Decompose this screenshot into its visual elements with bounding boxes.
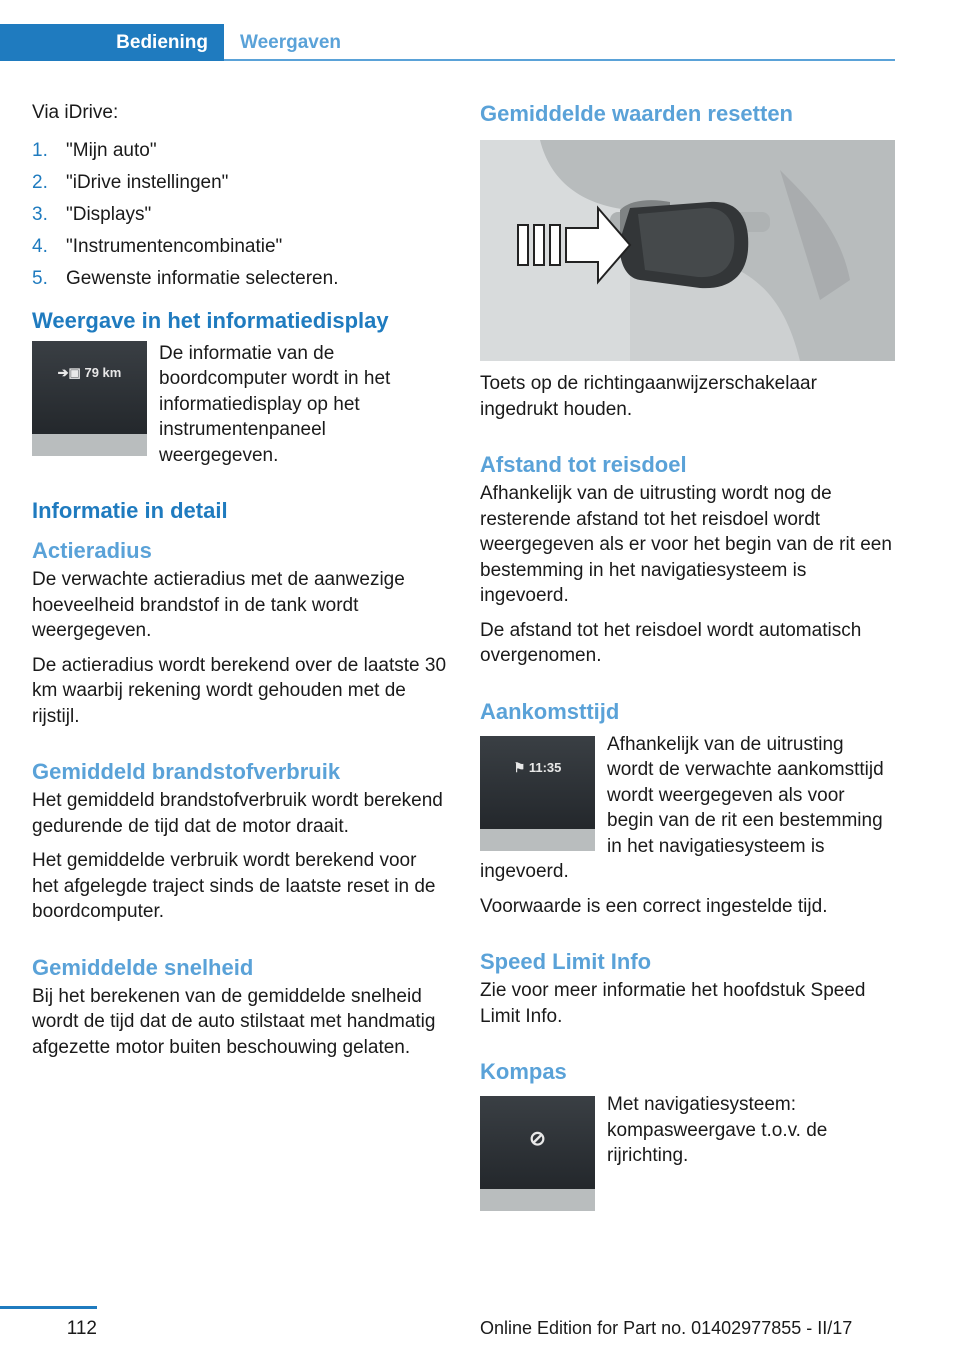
paragraph: Voorwaarde is een correct ingestelde tijd.: [480, 895, 828, 917]
footer: [0, 1306, 960, 1362]
arrival-display-image: [480, 736, 595, 851]
lever-illustration: [480, 140, 895, 361]
step-text: "Instrumentencombinatie": [66, 235, 283, 257]
compass-display-image: [480, 1096, 595, 1211]
edition-text: Online Edition for Part no. 01402977855 - II/17: [480, 1318, 853, 1338]
fuel-arrow-icon: ➔▣: [57, 364, 81, 380]
tab-weergaven[interactable]: Weergaven: [240, 32, 342, 53]
steps-list: [32, 135, 447, 295]
paragraph: Het gemiddelde verbruik wordt berekend voor het afgelegde traject sinds de laatste reset in de boordcomputer.: [32, 850, 436, 922]
section-title-detail: Informatie in detail: [32, 498, 228, 523]
compass-icon: ⊘: [529, 1128, 546, 1150]
paragraph: De verwachte actieradius met de aanwezige hoeveelheid brandstof in de tank wordt weergegeven.: [32, 569, 405, 641]
paragraph: Met navigatiesysteem: kompasweergave t.o.v. de rijrichting.: [607, 1096, 828, 1166]
page-number: 112: [66, 1318, 97, 1339]
list-item: [32, 135, 447, 167]
header-tabs: [0, 24, 895, 61]
paragraph: Het gemiddeld brandstofverbruik wordt berekend gedurende de tijd dat de motor draait.: [32, 790, 443, 837]
step-number: 1.: [32, 139, 48, 161]
step-text: "Mijn auto": [66, 139, 157, 161]
step-number: 3.: [32, 203, 48, 225]
paragraph: Toets op de richtingaanwijzerschakelaar ingedrukt houden.: [480, 373, 817, 420]
list-item: [32, 167, 447, 199]
step-text: "iDrive instellingen": [66, 171, 229, 193]
paragraph: Afhankelijk van de uitrusting wordt nog de resterende afstand tot het reisdoel wordt weergegeven als er voor het begin van de rit een bestemming in het navigatiesysteem is ingevoerd.: [480, 483, 892, 606]
paragraph: Zie voor meer informatie het hoofdstuk Speed Limit Info.: [480, 980, 866, 1027]
display-block: [480, 736, 895, 894]
right-column: [480, 100, 895, 1217]
step-number: 2.: [32, 171, 48, 193]
list-item: [32, 231, 447, 263]
page-rule: [0, 1306, 97, 1309]
paragraph: Afhankelijk van de uitrusting wordt de verwachte aankomsttijd wordt weergegeven als voor begin van de rit een bestemming in het navigatiesysteem is ingevoerd.: [480, 735, 884, 882]
paragraph: De actieradius wordt berekend over de laatste 30 km waarbij rekening wordt gehouden met de rijstijl.: [32, 654, 447, 727]
subsection-title-verbruik: Gemiddeld brandstofverbruik: [32, 759, 341, 784]
paragraph: De afstand tot het reisdoel wordt automatisch overgenomen.: [480, 619, 862, 666]
left-column: [32, 100, 447, 1069]
step-text: Gewenste informatie selecteren.: [66, 267, 339, 289]
subsection-title-snelheid: Gemiddelde snelheid: [32, 954, 254, 980]
subsection-title-actieradius: Actieradius: [32, 538, 152, 563]
subsection-title-reset: Gemiddelde waarden resetten: [480, 101, 793, 126]
step-text: "Displays": [66, 203, 152, 225]
display-block: [32, 341, 447, 478]
section-title-informatiedisplay: Weergave in het informatiedisplay: [32, 307, 389, 333]
list-item: [32, 199, 447, 231]
subsection-title-afstand: Afstand tot reisdoel: [480, 452, 687, 477]
range-display-image: [32, 341, 147, 456]
intro-text: Via iDrive:: [32, 102, 119, 123]
indicator-lever-photo: [480, 140, 895, 361]
display-block: [480, 1096, 895, 1217]
paragraph: Bij het berekenen van de gemiddelde snelheid wordt de tijd dat de auto stilstaat met handmatig afgezette motor buiten beschouwing gelaten.: [32, 985, 436, 1058]
step-number: 4.: [32, 235, 48, 257]
subsection-title-aankomst: Aankomsttijd: [480, 698, 620, 724]
list-item: [32, 263, 447, 295]
range-display-readout: ➔▣ 79 km: [57, 364, 122, 380]
header-rule: [224, 59, 895, 61]
subsection-title-speed: Speed Limit Info: [480, 949, 652, 974]
arrival-display-readout: ⚑ 11:35: [513, 759, 562, 775]
tab-bediening[interactable]: Bediening: [0, 24, 224, 61]
subsection-title-kompas: Kompas: [480, 1059, 567, 1084]
section-body: De informatie van de boordcomputer wordt in het informatiedisplay op het instrumentenpaneel weergegeven.: [159, 342, 391, 466]
flag-icon: ⚑: [513, 759, 526, 775]
step-number: 5.: [32, 267, 48, 289]
